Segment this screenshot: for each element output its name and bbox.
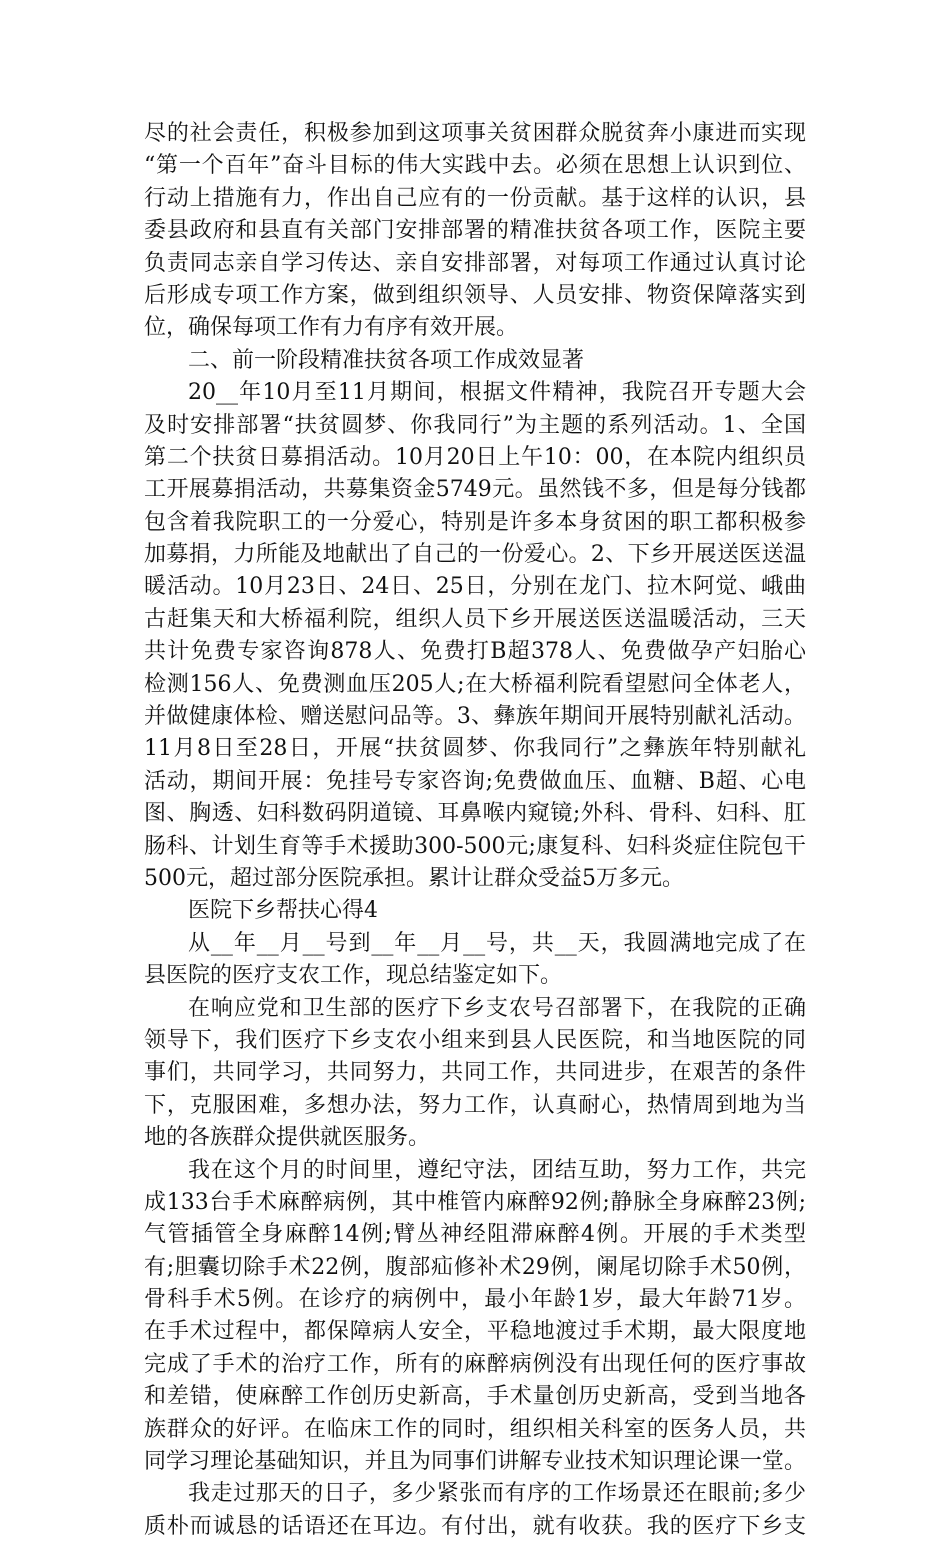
- text-line: 在手术过程中，都保障病人安全，平稳地渡过手术期，最大限度地: [144, 1319, 806, 1345]
- text-line: 包含着我院职工的一分爱心，特别是许多本身贫困的职工都积极参: [144, 509, 806, 535]
- document-body: [144, 118, 806, 1543]
- text-line: 骨科手术5例。在诊疗的病例中，最小年龄1岁，最大年龄71岁。: [144, 1287, 806, 1313]
- text-line: 第二个扶贫日募捐活动。10月20日上午10：00，在本院内组织员: [144, 444, 806, 470]
- text-line: 负责同志亲自学习传达、亲自安排部署，对每项工作通过认真讨论: [144, 250, 806, 276]
- text-line: 族群众的好评。在临床工作的同时，组织相关科室的医务人员，共: [144, 1416, 806, 1442]
- text-line: 事们，共同学习，共同努力，共同工作，共同进步，在艰苦的条件: [144, 1060, 806, 1086]
- text-line: 后形成专项工作方案，做到组织领导、人员安排、物资保障落实到: [144, 282, 806, 308]
- text-line: 和差错，使麻醉工作创历史新高，手术量创历史新高，受到当地各: [144, 1384, 806, 1410]
- text-line: 行动上措施有力，作出自己应有的一份贡献。基于这样的认识，县: [144, 185, 806, 211]
- text-line: 古赶集天和大桥福利院，组织人员下乡开展送医送温暖活动，三天: [144, 606, 806, 632]
- text-line: 同学习理论基础知识，并且为同事们讲解专业技术知识理论课一堂。: [144, 1449, 806, 1475]
- text-line: 并做健康体检、赠送慰问品等。3、彝族年期间开展特别献礼活动。: [144, 704, 806, 730]
- text-line: 500元，超过部分医院承担。累计让群众受益5万多元。: [144, 865, 684, 891]
- text-line: 我在这个月的时间里，遵纪守法，团结互助，努力工作，共完: [188, 1157, 806, 1183]
- text-line: 二、前一阶段精准扶贫各项工作成效显著: [188, 347, 585, 373]
- text-line: 质朴而诚恳的话语还在耳边。有付出，就有收获。我的医疗下乡支: [144, 1513, 806, 1539]
- text-line: 完成了手术的治疗工作，所有的麻醉病例没有出现任何的医疗事故: [144, 1351, 806, 1377]
- text-line: 从__年__月__号到__年__月__号，共__天，我圆满地完成了在: [188, 930, 806, 956]
- text-line: 工开展募捐活动，共募集资金5749元。虽然钱不多，但是每分钱都: [144, 477, 806, 503]
- text-line: 位，确保每项工作有力有序有效开展。: [144, 315, 519, 341]
- text-line: 气管插管全身麻醉14例;臂丛神经阻滞麻醉4例。开展的手术类型: [144, 1222, 806, 1248]
- text-line: 共计免费专家咨询878人、免费打B超378人、免费做孕产妇胎心: [144, 639, 806, 665]
- text-line: 医院下乡帮扶心得4: [188, 898, 378, 924]
- text-line: 肠科、计划生育等手术援助300-500元;康复科、妇科炎症住院包干: [144, 833, 806, 859]
- text-line: 活动，期间开展：免挂号专家咨询;免费做血压、血糖、B超、心电: [144, 768, 806, 794]
- text-line: “第一个百年”奋斗目标的伟大实践中去。必须在思想上认识到位、: [144, 153, 806, 179]
- text-line: 地的各族群众提供就医服务。: [144, 1125, 431, 1151]
- text-line: 县医院的医疗支农工作，现总结鉴定如下。: [144, 963, 563, 989]
- text-line: 尽的社会责任，积极参加到这项事关贫困群众脱贫奔小康进而实现: [144, 121, 806, 146]
- text-line: 11月8日至28日，开展“扶贫圆梦、你我同行”之彝族年特别献礼: [144, 736, 806, 762]
- text-line: 暖活动。10月23日、24日、25日，分别在龙门、拉木阿觉、峨曲: [144, 574, 806, 600]
- text-line: 在响应党和卫生部的医疗下乡支农号召部署下，在我院的正确: [188, 995, 806, 1021]
- text-line: 委县政府和县直有关部门安排部署的精准扶贫各项工作，医院主要: [144, 218, 806, 244]
- text-line: 有;胆囊切除手术22例，腹部疝修补术29例，阑尾切除手术50例，: [144, 1254, 806, 1280]
- text-line: 我走过那天的日子，多少紧张而有序的工作场景还在眼前;多少: [188, 1481, 806, 1507]
- text-line: 领导下，我们医疗下乡支农小组来到县人民医院，和当地医院的同: [144, 1027, 806, 1053]
- text-line: 20__年10月至11月期间，根据文件精神，我院召开专题大会: [188, 380, 806, 406]
- text-line: 图、胸透、妇科数码阴道镜、耳鼻喉内窥镜;外科、骨科、妇科、肛: [144, 801, 806, 827]
- text-line: 成133台手术麻醉病例，其中椎管内麻醉92例;静脉全身麻醉23例;: [144, 1189, 806, 1215]
- text-line: 加募捐，力所能及地献出了自己的一份爱心。2、下乡开展送医送温: [144, 542, 806, 568]
- text-line: 下，克服困难，多想办法，努力工作，认真耐心，热情周到地为当: [144, 1092, 806, 1118]
- text-line: 检测156人、免费测血压205人;在大桥福利院看望慰问全体老人，: [144, 671, 806, 697]
- text-line: 及时安排部署“扶贫圆梦、你我同行”为主题的系列活动。1、全国: [144, 412, 806, 438]
